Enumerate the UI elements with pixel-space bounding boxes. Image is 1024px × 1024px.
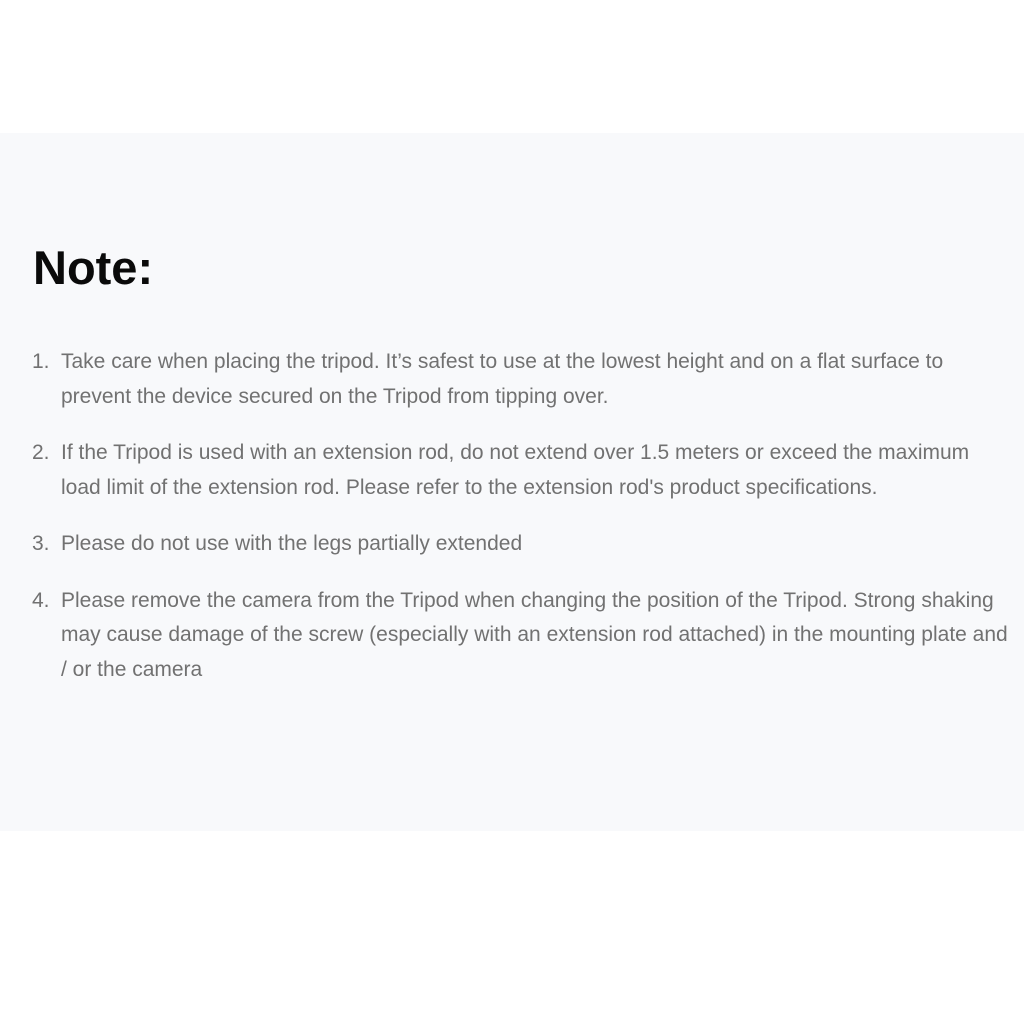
note-item-1 bbox=[32, 345, 1012, 414]
note-item-text: Please do not use with the legs partially extended bbox=[61, 532, 523, 555]
note-item-text: If the Tripod is used with an extension rod, do not extend over 1.5 meters or exceed the maximum load limit of the extension rod. Please refer to the extension rod's product specifications. bbox=[61, 441, 970, 499]
note-item-number: 4. bbox=[32, 588, 50, 612]
note-list bbox=[32, 345, 1012, 709]
note-item-number: 3. bbox=[32, 532, 50, 555]
note-item-text: Please remove the camera from the Tripod when changing the position of the Tripod. Strong shaking may cause damage of the screw (especially with an extension rod attached) in the mounting plate and / or the camera bbox=[61, 588, 1008, 681]
note-item-4 bbox=[32, 584, 1012, 688]
note-item-number: 2. bbox=[32, 441, 50, 464]
note-item-text: Take care when placing the tripod. It’s safest to use at the lowest height and on a flat surface to prevent the device secured on the Tripod from tipping over. bbox=[61, 350, 944, 408]
note-title: Note: bbox=[33, 241, 154, 294]
note-item-2 bbox=[32, 436, 1012, 505]
note-item-number: 1. bbox=[32, 350, 50, 373]
note-item-3 bbox=[32, 527, 1012, 562]
